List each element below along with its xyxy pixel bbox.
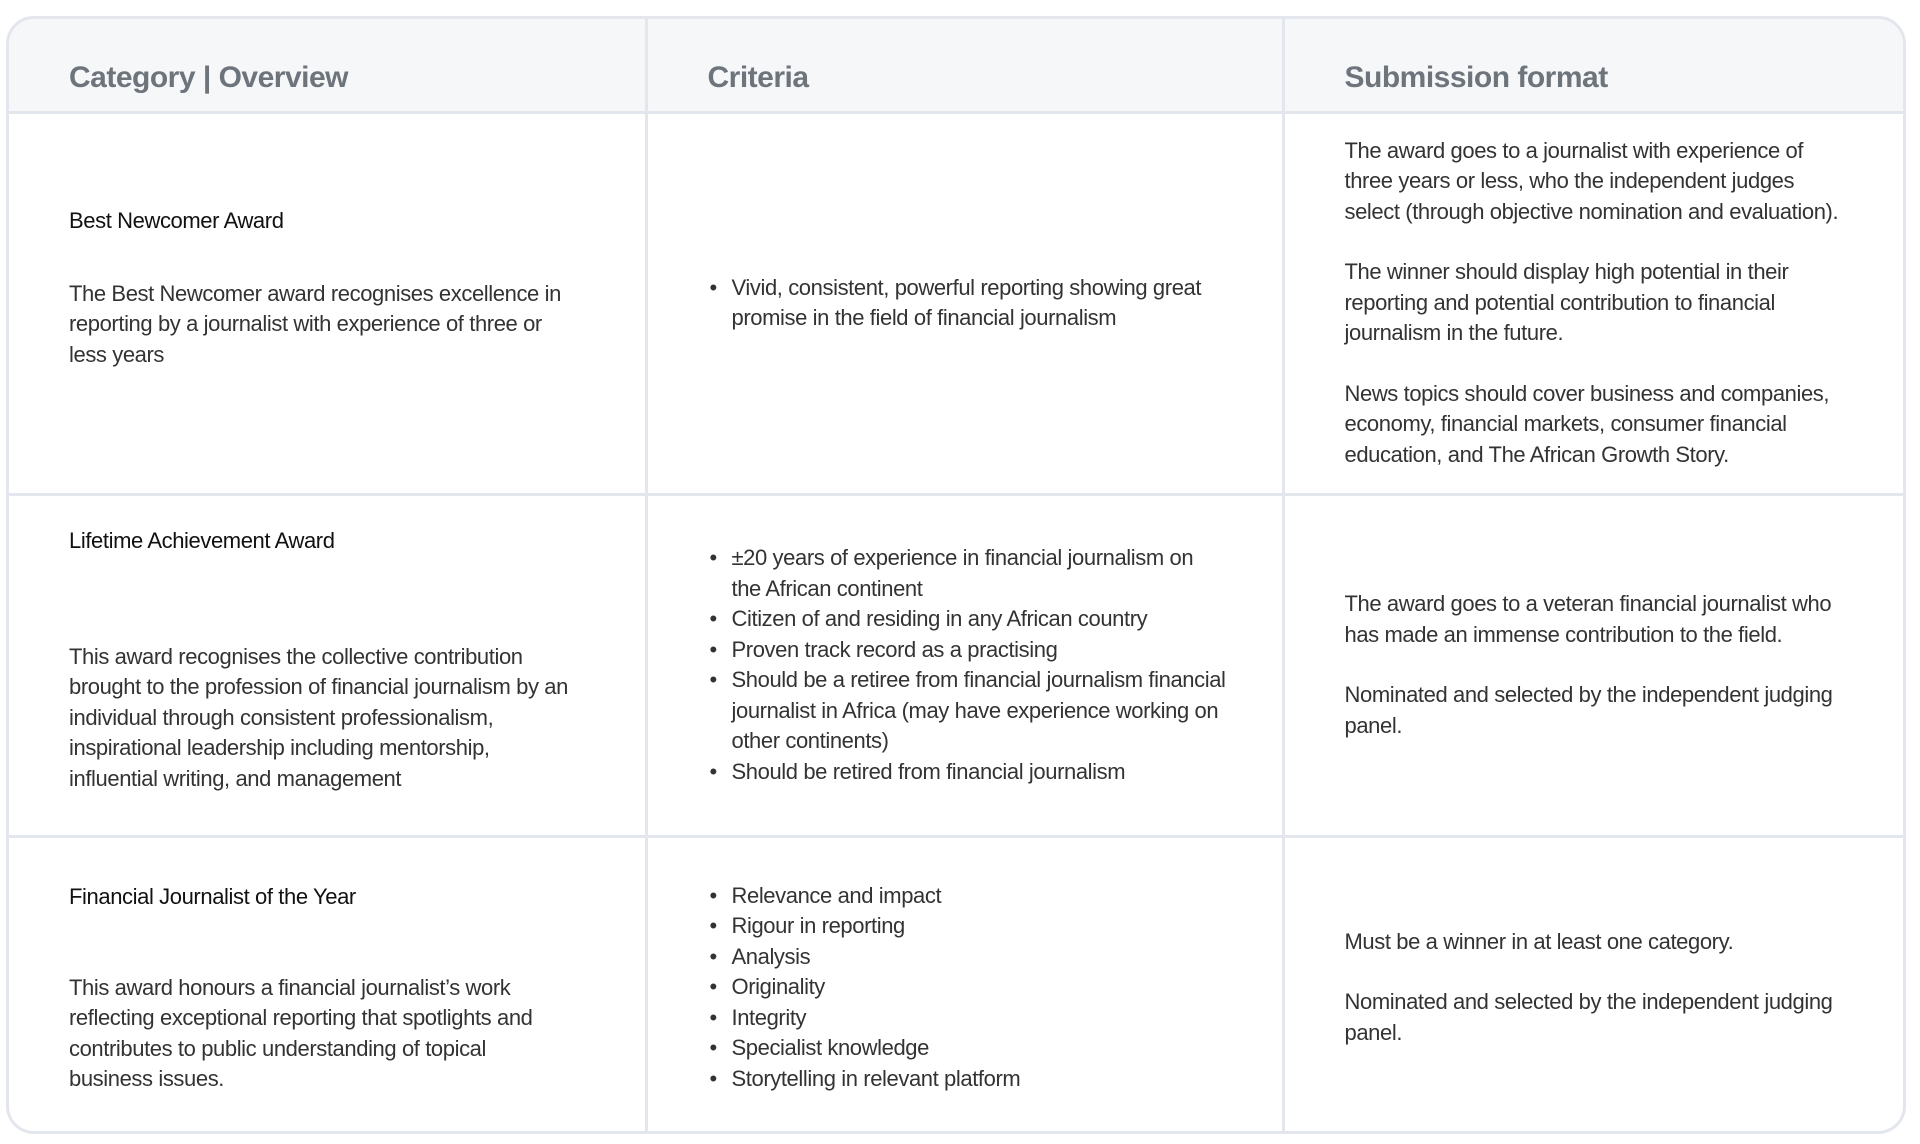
awards-table-card [6,16,1906,1134]
bullet-icon: • [709,1065,717,1091]
bullet-icon: • [709,606,717,631]
submission-cell [1283,836,1903,1134]
award-description: This award honours a financial journalist’s work reflecting exceptional reporting that spotlights and contributes to public understanding of topical business issues. [69,974,533,1091]
submission-cell [1283,494,1903,836]
criteria-item: • Vivid, consistent, powerful reporting showing great promise in the field of financial journalism [709,274,1202,330]
bullet-icon: • [709,1004,717,1030]
criteria-item: • ±20 years of experience in financial journalism on the African continent [709,545,1194,601]
criteria-item: • Integrity [732,1003,1227,1034]
criteria-item: • Relevance and impact [732,881,1227,912]
bullet-icon: • [709,974,717,999]
table-header-row [9,19,1903,112]
award-title: Financial Journalist of the Year [69,883,356,909]
submission-paragraph: Nominated and selected by the independent judging panel. [1344,682,1833,738]
submission-paragraph: Nominated and selected by the independent judging panel. [1344,989,1833,1045]
award-title: Best Newcomer Award [69,207,284,233]
criteria-item: • Specialist knowledge [732,1033,1227,1064]
award-description: This award recognises the collective contribution brought to the profession of financial journalism by an individual through consistent professionalism, inspirational leadership including mentorship, influential writing, and management [69,643,568,791]
table-row [9,836,1903,1134]
criteria-cell [646,494,1283,836]
criteria-item: • Storytelling in relevant platform [732,1064,1227,1095]
criteria-item: • Citizen of and residing in any African country [732,604,1227,635]
criteria-item: • Proven track record as a practising [732,635,1227,666]
table-row [9,494,1903,836]
bullet-icon: • [709,943,717,969]
category-cell [9,112,646,494]
submission-paragraph: Must be a winner in at least one category. [1344,928,1734,954]
submission-cell [1283,112,1903,494]
submission-paragraph: News topics should cover business and companies, economy, financial markets, consumer financial education, and The African Growth Story. [1344,380,1830,467]
bullet-icon: • [709,1035,717,1060]
criteria-cell [646,112,1283,494]
bullet-icon: • [709,636,717,662]
criteria-item: • Should be retired from financial journalism [732,757,1227,788]
awards-table [9,19,1903,1134]
criteria-item: • Originality [732,972,1227,1003]
criteria-item: • Analysis [732,942,1227,973]
header-category: Category | Overview [9,19,646,112]
criteria-cell [646,836,1283,1134]
table-row [9,112,1903,494]
criteria-list [709,273,1227,334]
submission-paragraph: The award goes to a journalist with experience of three years or less, who the independent judges select (through objective nomination and evaluation). [1344,137,1839,224]
bullet-icon: • [709,545,717,570]
bullet-icon: • [709,758,717,784]
award-title: Lifetime Achievement Award [69,527,335,553]
category-cell [9,494,646,836]
submission-paragraph: The award goes to a veteran financial journalist who has made an immense contribution to the field. [1344,591,1832,647]
header-criteria: Criteria [646,19,1283,112]
bullet-icon: • [709,274,717,300]
criteria-item: • Rigour in reporting [732,911,1227,942]
header-submission-format: Submission format [1283,19,1903,112]
submission-paragraph: The winner should display high potential in their reporting and potential contribution to financial journalism in the future. [1344,259,1789,346]
criteria-item: • Should be a retiree from financial journalism financial journalist in Africa (may have experience working on other continents) [709,667,1226,753]
bullet-icon: • [709,913,717,938]
criteria-list [709,543,1227,787]
bullet-icon: • [709,882,717,908]
bullet-icon: • [709,667,717,692]
category-cell [9,836,646,1134]
award-description: The Best Newcomer award recognises excellence in reporting by a journalist with experience of three or less years [69,280,561,367]
criteria-list [709,881,1227,1095]
